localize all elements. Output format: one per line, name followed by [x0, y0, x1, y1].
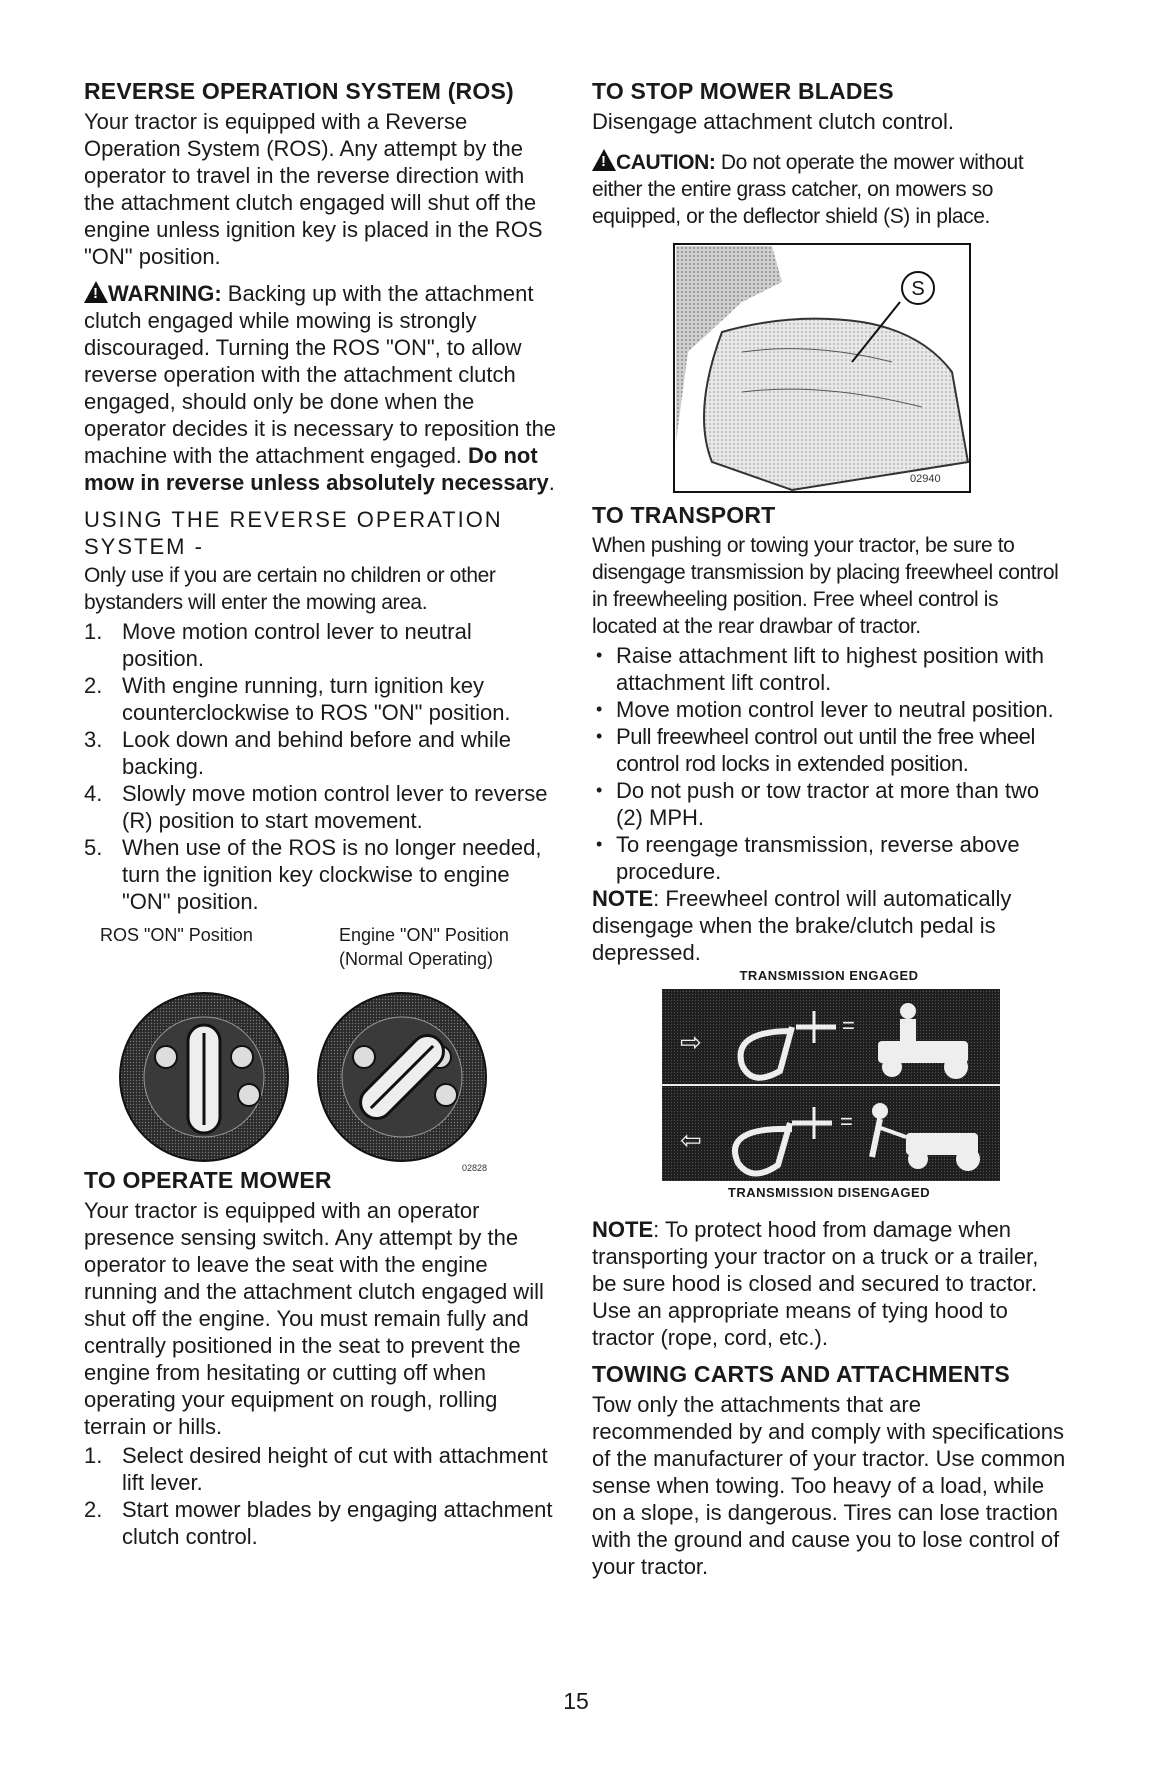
step-text: Start mower blades by engaging attachment clutch control. [122, 1497, 553, 1549]
warning-triangle-icon [84, 281, 108, 303]
warning-bold-text: Do not mow in reverse unless absolutely necessary [84, 443, 549, 495]
step-text: Select desired height of cut with attachment lift lever. [122, 1443, 548, 1495]
ignition-switch-illustration [84, 977, 558, 1177]
ros-key-icon [120, 993, 288, 1161]
list-item [84, 672, 558, 726]
note-hood [592, 1216, 1066, 1351]
step-number: 4. [84, 781, 103, 806]
right-column [592, 78, 1066, 1586]
warning-label: WARNING: [108, 281, 222, 306]
warning-text: Backing up with the attachment clutch engaged while mowing is strongly discouraged. Turning the ROS "ON", to allow reverse operation with the attachment clutch engaged, should only be done when the operator decides it is necessary to reposition the machine with the attachment engaged. [84, 281, 557, 468]
operate-steps-list [84, 1442, 558, 1550]
operate-paragraph: Your tractor is equipped with an operator presence sensing switch. Any attempt by the operator to leave the seat with the engine running and the attachment clutch engaged will shut off the engine. You must remain fully and centrally positioned in the seat to prevent the engine from hesitating or cutting off when operating your equipment on rough, rolling terrain or hills. [84, 1198, 544, 1439]
using-heading: USING THE REVERSE OPERATION SYSTEM - [84, 507, 503, 559]
step-text: Look down and behind before and while backing. [122, 727, 511, 779]
using-steps-list [84, 618, 558, 915]
svg-text:⇨: ⇨ [680, 1028, 702, 1058]
step-number: 5. [84, 835, 103, 860]
step-text: Slowly move motion control lever to reverse (R) position to start movement. [122, 781, 548, 833]
caution-triangle-icon [592, 149, 616, 171]
caution-label: CAUTION: [616, 151, 716, 174]
transmission-figure [592, 968, 1066, 1208]
caution-paragraph [592, 149, 1066, 230]
step-number: 2. [84, 1497, 103, 1522]
step-number: 2. [84, 673, 103, 698]
transport-bullets [592, 642, 1066, 885]
note-label: NOTE [592, 1217, 654, 1242]
engine-position-label: Engine "ON" Position [339, 925, 509, 945]
svg-text:⇦: ⇦ [680, 1126, 702, 1156]
warning-end: . [548, 470, 555, 495]
towing-heading: TOWING CARTS AND ATTACHMENTS [592, 1361, 1010, 1387]
ros-position-label: ROS "ON" Position [100, 925, 253, 945]
step-text: When use of the ROS is no longer needed, turn the ignition key clockwise to engine "ON" position. [122, 835, 542, 914]
note-text: : Freewheel control will automatically disengage when the brake/clutch pedal is depressed. [592, 886, 1012, 965]
stop-paragraph: Disengage attachment clutch control. [592, 109, 954, 134]
stop-heading: TO STOP MOWER BLADES [592, 78, 894, 104]
transmission-illustration [592, 987, 1066, 1183]
list-item [84, 780, 558, 834]
list-item: • Pull freewheel control out until the free wheel control rod locks in extended position. [592, 723, 1066, 777]
caution-text: Do not operate the mower without either the entire grass catcher, on mowers so equipped, or the deflector shield (S) in place. [592, 151, 1024, 228]
shield-label: S [911, 278, 925, 300]
list-item [84, 618, 558, 672]
step-text: With engine running, turn ignition key counterclockwise to ROS "ON" position. [122, 673, 511, 725]
step-number: 1. [84, 619, 103, 644]
list-item [84, 834, 558, 915]
list-item: • Do not push or tow tractor at more than two (2) MPH. [592, 777, 1066, 831]
step-text: Move motion control lever to neutral position. [122, 619, 472, 671]
engine-key-icon [318, 993, 486, 1161]
note-text: : To protect hood from damage when transporting your tractor on a truck or a trailer, be sure hood is closed and secured to tractor. Use an appropriate means of tying hood to tractor (rope, cord, etc.). [592, 1217, 1039, 1350]
list-item [84, 1496, 558, 1550]
figure-code: 02828 [462, 1163, 488, 1173]
step-number: 1. [84, 1443, 103, 1468]
list-item: • To reengage transmission, reverse above procedure. [592, 831, 1066, 885]
ignition-figure [84, 925, 558, 1173]
left-column [84, 78, 558, 1556]
note-label: NOTE [592, 886, 654, 911]
warning-paragraph [84, 280, 558, 496]
step-number: 3. [84, 727, 103, 752]
operate-heading: TO OPERATE MOWER [84, 1167, 332, 1193]
svg-text:=: = [840, 1109, 853, 1134]
list-item: • Raise attachment lift to highest position with attachment lift control. [592, 642, 1066, 696]
list-item [84, 1442, 558, 1496]
towing-paragraph: Tow only the attachments that are recommended by and comply with specifications of the manufacturer of your tractor. Use common sense when towing. Too heavy of a load, while on a slope, is dangerous. Tires can lose traction with the ground and cause you to lose control of your tractor. [592, 1392, 1066, 1579]
engine-position-sublabel: (Normal Operating) [339, 949, 494, 969]
list-item [84, 726, 558, 780]
shield-figure-code: 02940 [910, 473, 941, 485]
ros-paragraph: Your tractor is equipped with a Reverse Operation System (ROS). Any attempt by the operator to travel in the reverse direction with the attachment clutch engaged will shut off the engine unless ignition key is placed in the ROS "ON" position. [84, 109, 543, 269]
deflector-shield-illustration [592, 242, 1066, 496]
transmission-engaged-label: TRANSMISSION ENGAGED [739, 968, 919, 983]
deflector-shield-figure [592, 242, 1066, 496]
transmission-disengaged-label: TRANSMISSION DISENGAGED [727, 1185, 931, 1200]
using-intro: Only use if you are certain no children or other bystanders will enter the mowing area. [84, 564, 496, 614]
svg-text:=: = [842, 1013, 855, 1038]
transport-paragraph: When pushing or towing your tractor, be sure to disengage transmission by placing freewheel control in freewheeling position. Free wheel control is located at the rear drawbar of tractor. [592, 534, 1059, 638]
note-freewheel [592, 885, 1066, 966]
page-number: 15 [563, 1688, 589, 1714]
transport-heading: TO TRANSPORT [592, 502, 776, 528]
ros-heading: REVERSE OPERATION SYSTEM (ROS) [84, 78, 514, 104]
list-item: • Move motion control lever to neutral position. [592, 696, 1066, 723]
